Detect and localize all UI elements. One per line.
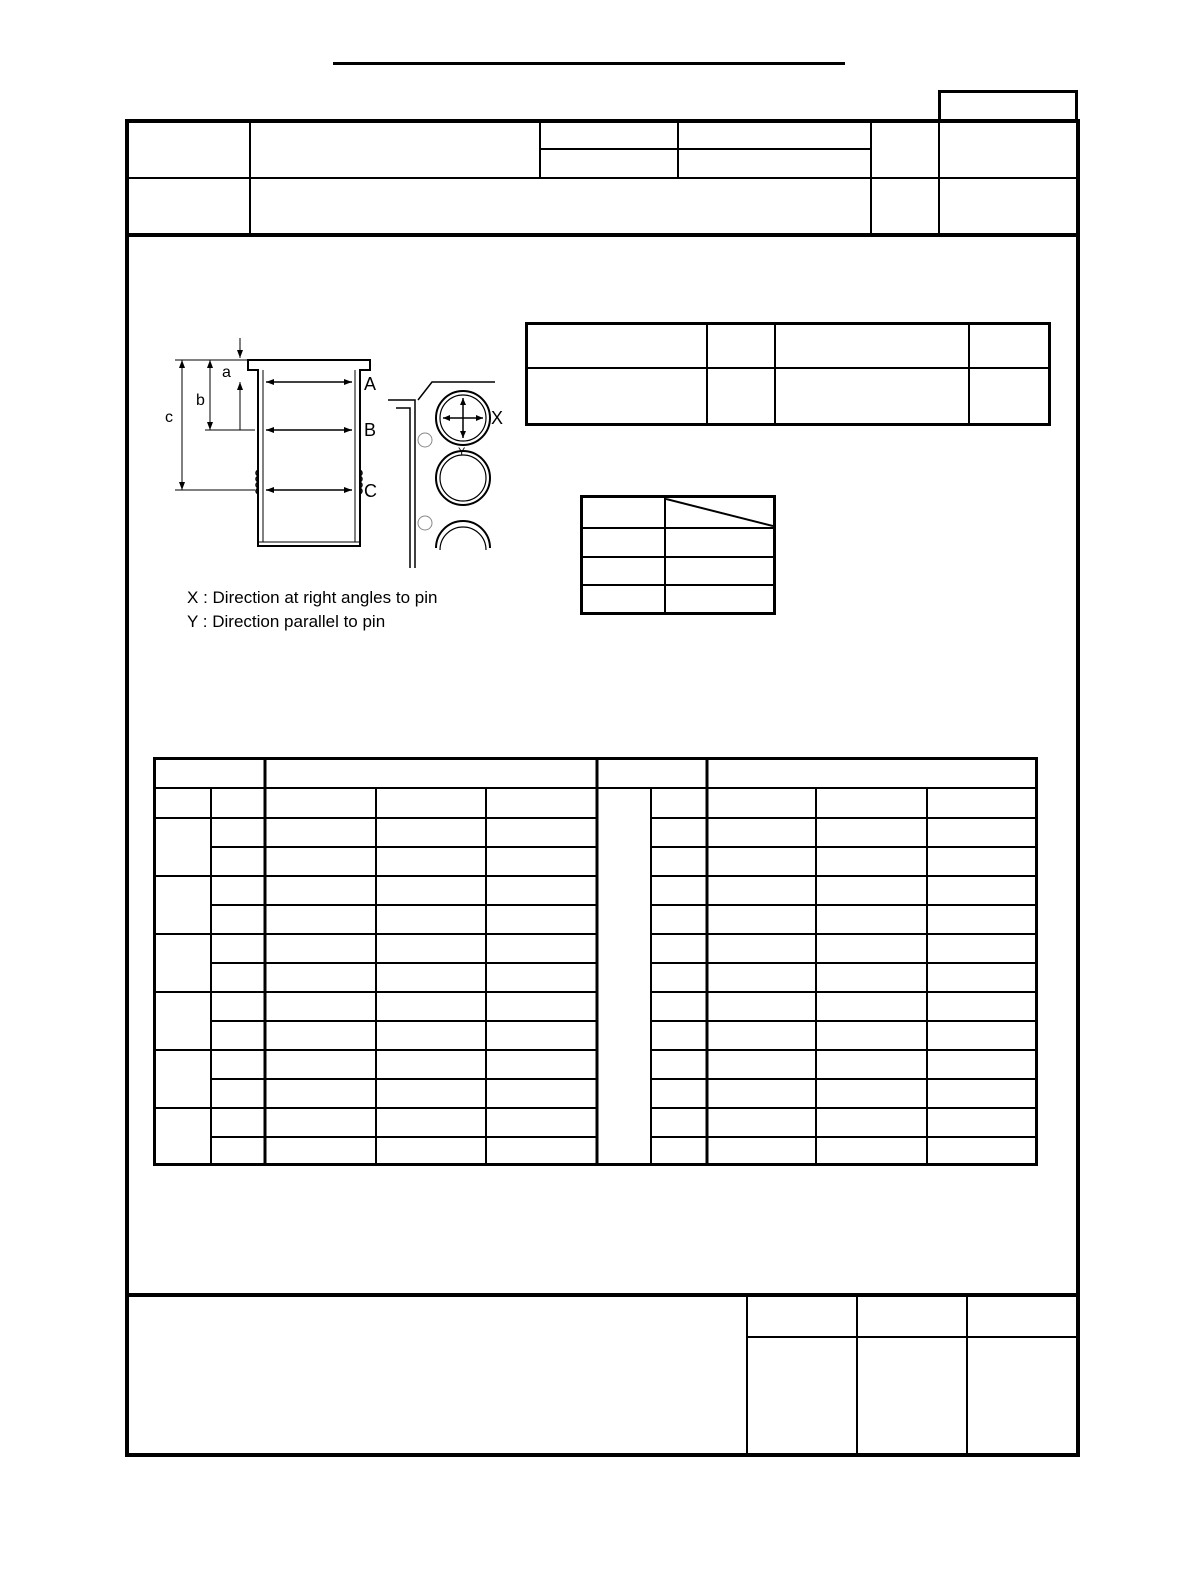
- header-bottom-rule: [129, 233, 1076, 237]
- spec-col-divider-1: [706, 325, 708, 423]
- legend-row-y: [187, 610, 507, 634]
- label-X: X: [491, 408, 504, 428]
- header-col-divider-5: [938, 123, 940, 235]
- header-col-divider-4: [870, 123, 872, 235]
- label-a: a: [222, 364, 231, 381]
- specification-table: [525, 322, 1051, 426]
- label-Y: Y: [458, 446, 466, 458]
- footer-col-divider-1: [746, 1297, 748, 1453]
- footer-top-rule: [129, 1293, 1076, 1297]
- footer-col-divider-3: [966, 1297, 968, 1453]
- legend-symbol-x: X: [187, 588, 199, 607]
- footer-col-divider-2: [856, 1297, 858, 1453]
- measurement-table: [153, 757, 1038, 1166]
- header-col-divider-1: [249, 123, 251, 235]
- spec-col-divider-3: [968, 325, 970, 423]
- small-row-divider-2: [583, 556, 773, 558]
- title-underline: [333, 62, 845, 65]
- document-number-box: [938, 90, 1078, 122]
- label-C: C: [364, 481, 377, 501]
- header-row-divider: [129, 177, 1076, 179]
- header-col-divider-2: [539, 123, 541, 179]
- cylinder-liner-diagram: [160, 330, 510, 650]
- label-A: A: [364, 374, 377, 394]
- small-header-diagonal: [666, 498, 773, 528]
- label-B: B: [364, 420, 377, 440]
- header-col-divider-3: [677, 123, 679, 179]
- legend-text-x: Direction at right angles to pin: [212, 588, 438, 607]
- header-subrow-divider: [539, 148, 871, 150]
- small-row-divider-3: [583, 584, 773, 586]
- measurement-grid: [156, 760, 1035, 1163]
- legend-row-x: [187, 586, 507, 610]
- spec-col-divider-2: [774, 325, 776, 423]
- label-b: b: [196, 392, 205, 409]
- small-grade-table: [580, 495, 776, 615]
- label-c: c: [165, 409, 173, 426]
- spec-row-divider: [528, 367, 1048, 369]
- footer-signature-row-divider: [746, 1336, 1076, 1338]
- legend-symbol-y: Y: [187, 612, 199, 631]
- legend-colon-x: :: [203, 588, 213, 607]
- legend-text-y: Direction parallel to pin: [212, 612, 386, 631]
- legend-colon-y: :: [202, 612, 213, 631]
